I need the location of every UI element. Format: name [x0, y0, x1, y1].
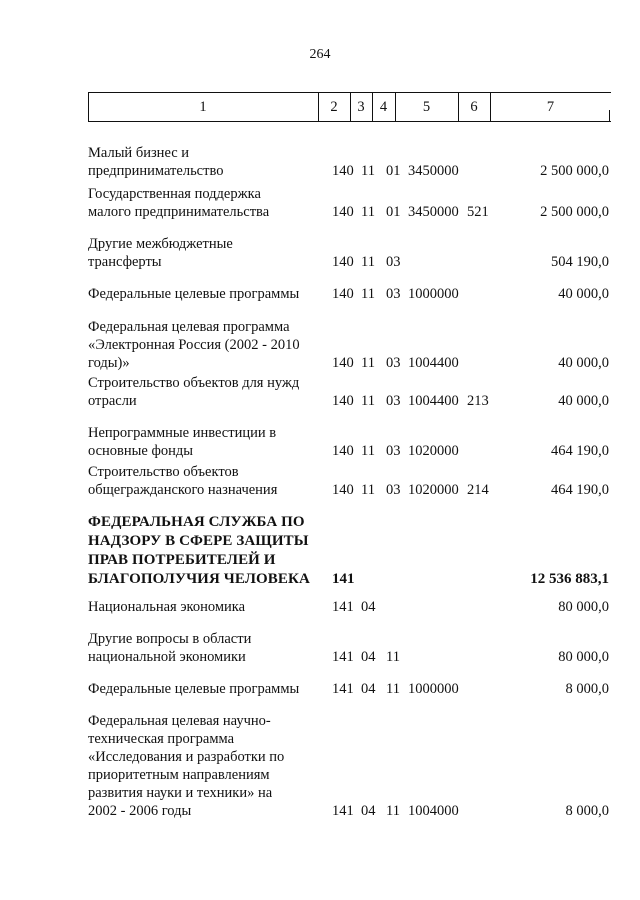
row-pr: 03 [386, 355, 401, 371]
row-sum: 2 500 000,0 [540, 204, 609, 220]
row-ved: 140 [332, 393, 354, 409]
header-col-5: 5 [422, 99, 431, 115]
row-rz: 04 [361, 599, 376, 615]
row-rz: 11 [361, 355, 375, 371]
row-pr: 11 [386, 681, 400, 697]
row-ved: 141 [332, 803, 354, 819]
row-pr: 03 [386, 286, 401, 302]
row-name: Федеральная целевая программа «Электронная Россия (2002 - 2010 годы)» [88, 319, 300, 371]
row-name: Другие вопросы в области национальной экономики [88, 631, 252, 665]
row-name: Государственная поддержка малого предпринимательства [88, 186, 270, 220]
row-name: Малый бизнес и предпринимательство [88, 145, 224, 179]
row-csr: 1000000 [408, 286, 459, 302]
row-vr: 213 [467, 393, 489, 409]
row-sum: 2 500 000,0 [540, 163, 609, 179]
header-col-2: 2 [330, 99, 338, 115]
row-sum: 40 000,0 [558, 286, 609, 302]
row-csr: 3450000 [408, 163, 459, 179]
row-ved: 140 [332, 443, 354, 459]
row-ved: 140 [332, 163, 354, 179]
row-pr: 01 [386, 204, 401, 220]
row-ved: 140 [332, 286, 354, 302]
row-sum: 80 000,0 [558, 599, 609, 615]
row-sum: 464 190,0 [551, 443, 609, 459]
row-rz: 04 [361, 803, 376, 819]
row-csr: 1020000 [408, 482, 459, 498]
row-pr: 11 [386, 649, 400, 665]
row-csr: 1000000 [408, 681, 459, 697]
row-rz: 11 [361, 286, 375, 302]
table-header [88, 92, 611, 122]
row-name: Строительство объектов общегражданского назначения [88, 464, 278, 498]
row-name: Другие межбюджетные трансферты [88, 236, 233, 270]
row-ved: 141 [332, 649, 354, 665]
row-ved: 141 [332, 681, 354, 697]
row-name: Непрограммные инвестиции в основные фонды [88, 425, 277, 459]
page-number: 264 [309, 47, 331, 62]
row-rz: 04 [361, 649, 376, 665]
row-name: ФЕДЕРАЛЬНАЯ СЛУЖБА ПО НАДЗОРУ В СФЕРЕ ЗАЩИТЫ ПРАВ ПОТРЕБИТЕЛЕЙ И БЛАГОПОЛУЧИЯ ЧЕЛОВЕКА [88, 514, 310, 587]
row-vr: 214 [467, 482, 489, 498]
row-csr: 1020000 [408, 443, 459, 459]
row-rz: 11 [361, 254, 375, 270]
row-rz: 11 [361, 204, 375, 220]
row-ved: 141 [332, 599, 354, 615]
header-col-1: 1 [199, 99, 207, 115]
header-col-4: 4 [379, 99, 388, 115]
row-name: Федеральная целевая научно- техническая программа «Исследования и разработки по приоритетным направлениям развития науки и техники» на 2002 - 2006 годы [88, 713, 285, 819]
row-name: Строительство объектов для нужд отрасли [88, 375, 300, 409]
row-csr: 3450000 [408, 204, 459, 220]
row-rz: 11 [361, 163, 375, 179]
row-csr: 1004400 [408, 355, 459, 371]
row-vr: 521 [467, 204, 489, 220]
row-name: Федеральные целевые программы [88, 286, 300, 302]
header-col-7: 7 [546, 99, 555, 115]
row-sum: 8 000,0 [565, 803, 609, 819]
row-csr: 1004400 [408, 393, 459, 409]
row-sum: 40 000,0 [558, 355, 609, 371]
row-pr: 03 [386, 393, 401, 409]
row-pr: 11 [386, 803, 400, 819]
row-sum: 12 536 883,1 [530, 571, 609, 587]
row-sum: 464 190,0 [551, 482, 609, 498]
row-rz: 11 [361, 482, 375, 498]
header-col-6: 6 [470, 99, 478, 115]
row-pr: 03 [386, 482, 401, 498]
row-sum: 504 190,0 [551, 254, 609, 270]
row-ved: 140 [332, 204, 354, 220]
row-ved: 140 [332, 254, 354, 270]
row-csr: 1004000 [408, 803, 459, 819]
row-name: Федеральные целевые программы [88, 681, 300, 697]
row-name: Национальная экономика [88, 599, 246, 615]
row-pr: 01 [386, 163, 401, 179]
row-rz: 11 [361, 393, 375, 409]
row-rz: 04 [361, 681, 376, 697]
row-sum: 80 000,0 [558, 649, 609, 665]
row-ved: 140 [332, 355, 354, 371]
row-sum: 40 000,0 [558, 393, 609, 409]
row-ved: 140 [332, 482, 354, 498]
row-rz: 11 [361, 443, 375, 459]
row-pr: 03 [386, 443, 401, 459]
row-ved: 141 [332, 571, 355, 587]
row-sum: 8 000,0 [565, 681, 609, 697]
header-col-3: 3 [357, 99, 365, 115]
row-pr: 03 [386, 254, 401, 270]
